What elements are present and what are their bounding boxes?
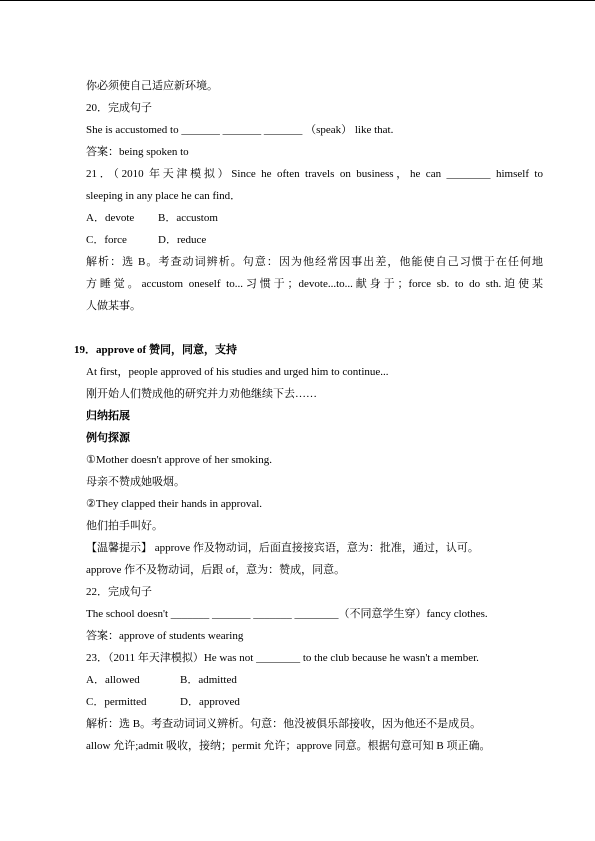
question-20-label: 20．完成句子 xyxy=(86,102,152,114)
example-1-english: ①Mother doesn't approve of her smoking. xyxy=(86,454,272,466)
example-english: At first，people approved of his studies and urged him to continue... xyxy=(86,366,389,378)
section-heading: 19．approve of 赞同，同意，支持 xyxy=(74,344,237,356)
option-a: A．allowed xyxy=(86,674,140,686)
option-c: C．permitted xyxy=(86,696,147,708)
option-b: B．admitted xyxy=(180,674,237,686)
question-23-options-row-2 xyxy=(86,695,543,709)
option-b: B．accustom xyxy=(158,212,218,224)
question-23-explanation-1: 解析：选 B。考查动词词义辨析。句意：他没被俱乐部接收，因为他还不是成员。 xyxy=(86,718,482,730)
option-d: D．approved xyxy=(180,696,240,708)
question-23-options-row-1 xyxy=(86,673,543,687)
tip-line-1: 【温馨提示】 approve 作及物动词，后面直接接宾语，意为：批准，通过，认可。 xyxy=(86,542,479,554)
subheading-summary: 归纳拓展 xyxy=(86,410,130,422)
subheading-examples: 例句探源 xyxy=(86,432,130,444)
text-line: 你必须使自己适应新环境。 xyxy=(86,80,218,92)
question-20-sentence: She is accustomed to _______ _______ _______ （speak） like that. xyxy=(86,124,394,136)
question-21-explanation-1: 解析：选 B。考查动词辨析。句意：因为他经常因事出差，他能使自己习惯于在任何地 xyxy=(86,256,543,268)
question-21-stem-cont: sleeping in any place he can find． xyxy=(86,190,242,202)
question-22-sentence: The school doesn't _______ _______ _______ ________（不同意学生穿）fancy clothes. xyxy=(86,608,488,620)
question-22-label: 22．完成句子 xyxy=(86,586,152,598)
question-23-explanation-2: allow 允许;admit 吸收，接纳；permit 允许；approve 同意。根据句意可知 B 项正确。 xyxy=(86,740,491,752)
question-21-options-row-2 xyxy=(86,233,543,247)
question-20-answer: 答案：being spoken to xyxy=(86,146,189,158)
question-21-options-row-1 xyxy=(86,211,543,225)
example-chinese: 刚开始人们赞成他的研究并力劝他继续下去…… xyxy=(86,388,317,400)
example-2-chinese: 他们拍手叫好。 xyxy=(86,520,163,532)
example-2-english: ②They clapped their hands in approval. xyxy=(86,498,263,510)
option-d: D．reduce xyxy=(158,234,207,246)
option-c: C．force xyxy=(86,234,127,246)
question-23-stem: 23．（2011 年天津模拟）He was not ________ to the club because he wasn't a member. xyxy=(86,652,479,664)
option-a: A．devote xyxy=(86,212,135,224)
example-1-chinese: 母亲不赞成她吸烟。 xyxy=(86,476,185,488)
tip-line-2: approve 作不及物动词，后跟 of，意为：赞成，同意。 xyxy=(86,564,346,576)
question-21-explanation-3: 人做某事。 xyxy=(86,300,141,312)
question-21-stem: 21．（2010 年天津模拟）Since he often travels on business，he can ________ himself to xyxy=(86,168,543,180)
question-22-answer: 答案：approve of students wearing xyxy=(86,630,244,642)
question-21-explanation-2: 方睡觉。accustom oneself to...习惯于；devote...to...献身于；force sb. to do sth.迫使某 xyxy=(86,278,543,290)
